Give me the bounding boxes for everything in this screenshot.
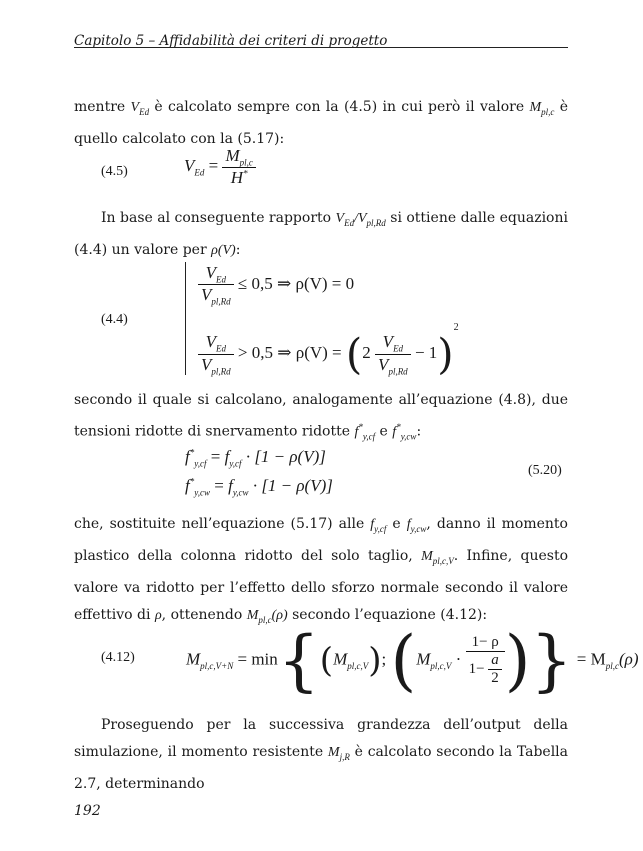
equation-4-12 <box>186 622 638 699</box>
eq44-case-2 <box>198 322 459 379</box>
eq44-case2-two: 2 <box>362 343 371 362</box>
p5-text-b: è calcolato secondo la Tabella 2.7, determinando <box>74 744 568 792</box>
p4-m2-sub: pl,c <box>258 614 272 625</box>
eq412-lhs: M <box>186 649 201 669</box>
paragraph-5 <box>74 712 568 798</box>
eq520-l2-tail: · [1 − ρ(V)] <box>252 476 333 495</box>
equation-4-5 <box>184 146 256 188</box>
p1-text-c: è quello calcolato con la (5.17): <box>74 99 568 147</box>
p4-f2-sub: y,cw <box>410 523 427 534</box>
running-header: Capitolo 5 – Affidabilità dei criteri di progetto <box>74 33 388 49</box>
p4-m: M <box>421 548 433 564</box>
eq412-paren1-close: ) <box>368 640 382 681</box>
eq44-case1-fraction <box>198 263 234 307</box>
p5-text-a: Proseguendo per la successiva grandezza dell’output della simulazione, il momento resistente <box>74 717 568 760</box>
eq412-term2-sub: pl,c,V <box>430 660 452 671</box>
eq520-l2-rhs-sub: y,cw <box>232 487 249 498</box>
p2-text-b: si ottiene dalle equazioni (4.4) un valore per <box>74 210 568 258</box>
p4-f1: f <box>370 517 375 532</box>
p4-f1-sub: y,cf <box>374 523 387 534</box>
eq45-equals: = <box>208 156 219 176</box>
p1-v-symbol: V <box>130 100 140 115</box>
eq412-inner-num: a <box>488 652 502 670</box>
eq412-paren1-open: ( <box>319 640 334 681</box>
eq44-case2-inner-fraction <box>375 332 411 376</box>
p4-text-d: , ottenendo <box>161 606 247 623</box>
eq412-min: = min <box>237 649 278 669</box>
eq520-l1-lhs-sub: y,cf <box>194 458 207 469</box>
eq520-l1-lhs: f <box>185 447 190 466</box>
paragraph-2 <box>74 205 568 264</box>
eq44-inner-den-sub: pl,Rd <box>388 365 408 376</box>
p4-m2-rho: (ρ) <box>271 607 288 623</box>
paragraph-4 <box>74 511 568 633</box>
header-rule <box>74 47 568 48</box>
eq45-num: M <box>225 146 240 165</box>
eq44-inner-num: V <box>382 332 394 352</box>
eq412-rhs-arg: (ρ) <box>619 649 639 669</box>
p2-ratio-sub2: pl,Rd <box>366 217 386 228</box>
eq44-case1-num-sub: Ed <box>216 274 227 285</box>
p2-rho: ρ(V) <box>211 242 236 258</box>
eq44-paren-open: ( <box>345 329 363 379</box>
p2-ratio-mid: /V <box>354 211 367 226</box>
p3-f1: f <box>354 424 359 440</box>
p2-text-a: In base al conseguente rapporto <box>101 210 336 226</box>
eq45-lhs: V <box>184 156 195 176</box>
eq44-case-bar <box>185 262 186 375</box>
eq412-frac-den <box>466 652 505 687</box>
eq412-inner-den: 2 <box>491 670 499 686</box>
p2-text-c: : <box>235 241 241 258</box>
eq520-l1-rhs: f <box>224 447 230 466</box>
eq44-inner-num-sub: Ed <box>393 343 404 354</box>
eq412-rhs: = M <box>576 649 606 669</box>
p3-f1-sub: y,cf <box>362 431 376 442</box>
p3-text-c: : <box>416 423 422 440</box>
eq45-lhs-sub: Ed <box>194 167 205 178</box>
eq520-l2-rhs: f <box>228 476 233 495</box>
eq412-term1: M <box>333 649 348 669</box>
eq44-case2-num: V <box>205 332 217 352</box>
p3-text-a: secondo il quale si calcolano, analogamente all’equazione (4.8), due tensioni ridotte di snervamento ridotte <box>74 392 568 440</box>
p4-m-sub: pl,c,V <box>432 555 454 566</box>
paragraph-1 <box>74 94 568 153</box>
eq412-separator: ; <box>381 649 387 669</box>
eq412-rhs-sub: pl,c <box>605 660 619 671</box>
p4-m2: M <box>246 607 259 623</box>
eq412-lhs-sub: pl,c,V+N <box>200 660 234 671</box>
eq44-case2-fraction <box>198 332 234 376</box>
p4-mid1: e <box>386 516 407 532</box>
eq45-num-sub: pl,c <box>239 157 253 168</box>
p2-ratio-v: V <box>335 211 345 226</box>
p3-f2: f <box>392 424 397 440</box>
eq520-l2-eq: = <box>214 476 224 495</box>
eq44-case2-den-sub: pl,Rd <box>211 365 231 376</box>
p4-f2: f <box>406 517 411 532</box>
eq520-l2-lhs-sub: y,cw <box>194 487 210 498</box>
eq44-case1-den-sub: pl,Rd <box>211 296 231 307</box>
p1-m-symbol: M <box>529 100 542 115</box>
p1-m-subscript: pl,c <box>541 106 555 117</box>
paragraph-3 <box>74 387 568 450</box>
eq520-l2-lhs-sup: * <box>189 476 195 487</box>
p3-f1-sup: * <box>358 422 363 432</box>
p3-mid: e <box>375 423 393 440</box>
eq412-paren2-close: ) <box>504 622 531 699</box>
equation-label-4-5: (4.5) <box>101 164 128 179</box>
eq520-line-1 <box>185 447 326 468</box>
p3-f2-sup: * <box>396 422 401 432</box>
p4-rho: ρ <box>154 607 162 623</box>
eq412-term1-sub: pl,c,V <box>347 660 369 671</box>
equation-label-4-4: (4.4) <box>101 312 128 327</box>
eq412-brace-open: { <box>277 622 320 699</box>
eq44-case2-minus: − 1 <box>414 343 438 362</box>
equation-label-4-12: (4.12) <box>101 650 135 665</box>
p1-text-a: mentre <box>74 99 131 115</box>
eq44-case2-num-sub: Ed <box>216 343 227 354</box>
eq412-paren2-open: ( <box>390 622 417 699</box>
eq44-case1-rest: ≤ 0,5 ⇒ ρ(V) = 0 <box>237 273 355 293</box>
eq412-frac-num: 1− ρ <box>466 634 505 652</box>
eq44-case2-rest: > 0,5 ⇒ ρ(V) = <box>237 343 342 362</box>
eq45-fraction <box>222 146 255 188</box>
eq520-l1-lhs-sup: * <box>189 447 195 458</box>
eq520-line-2 <box>185 476 333 497</box>
eq520-l2-lhs: f <box>185 476 190 495</box>
eq412-dot: · <box>455 649 462 669</box>
eq412-term2: M <box>416 649 431 669</box>
p2-ratio-sub1: Ed <box>344 217 355 228</box>
page-number: 192 <box>74 803 101 819</box>
eq412-frac-den-a: 1− <box>468 660 485 677</box>
eq520-l1-eq: = <box>210 447 221 466</box>
eq44-exponent: 2 <box>453 322 459 333</box>
eq44-paren-close: ) <box>437 329 454 379</box>
equation-label-5-20: (5.20) <box>528 463 562 478</box>
eq44-inner-den: V <box>378 354 389 374</box>
eq45-den: H <box>230 168 244 188</box>
p4-text-e: secondo l’equazione (4.12): <box>287 606 488 623</box>
p4-text-a: che, sostituite nell’equazione (5.17) alle <box>74 516 371 532</box>
eq412-brace-close: } <box>530 622 573 699</box>
eq44-case2-den: V <box>201 354 212 374</box>
p3-f2-sub: y,cw <box>400 431 417 442</box>
p1-v-subscript: Ed <box>139 106 150 117</box>
eq45-den-sup: * <box>243 168 248 179</box>
eq412-fraction <box>466 634 505 687</box>
eq412-inner-fraction <box>488 652 502 687</box>
eq44-case1-den: V <box>201 285 212 305</box>
eq520-l1-rhs-sub: y,cf <box>229 458 242 469</box>
p4-text-c: . Infine, questo valore va ridotto per l’effetto dello sforzo normale secondo il valore effettivo di <box>74 547 568 623</box>
eq44-case-1 <box>198 263 354 307</box>
p5-m: M <box>327 745 340 760</box>
p4-text-b: , danno il momento plastico della colonna ridotto del solo taglio, <box>74 516 568 564</box>
eq44-case1-num: V <box>205 263 217 282</box>
eq520-l1-tail: · [1 − ρ(V)] <box>245 447 326 466</box>
p1-text-b: è calcolato sempre con la (4.5) in cui però il valore <box>149 99 530 115</box>
p5-m-sub: j,R <box>339 751 350 762</box>
